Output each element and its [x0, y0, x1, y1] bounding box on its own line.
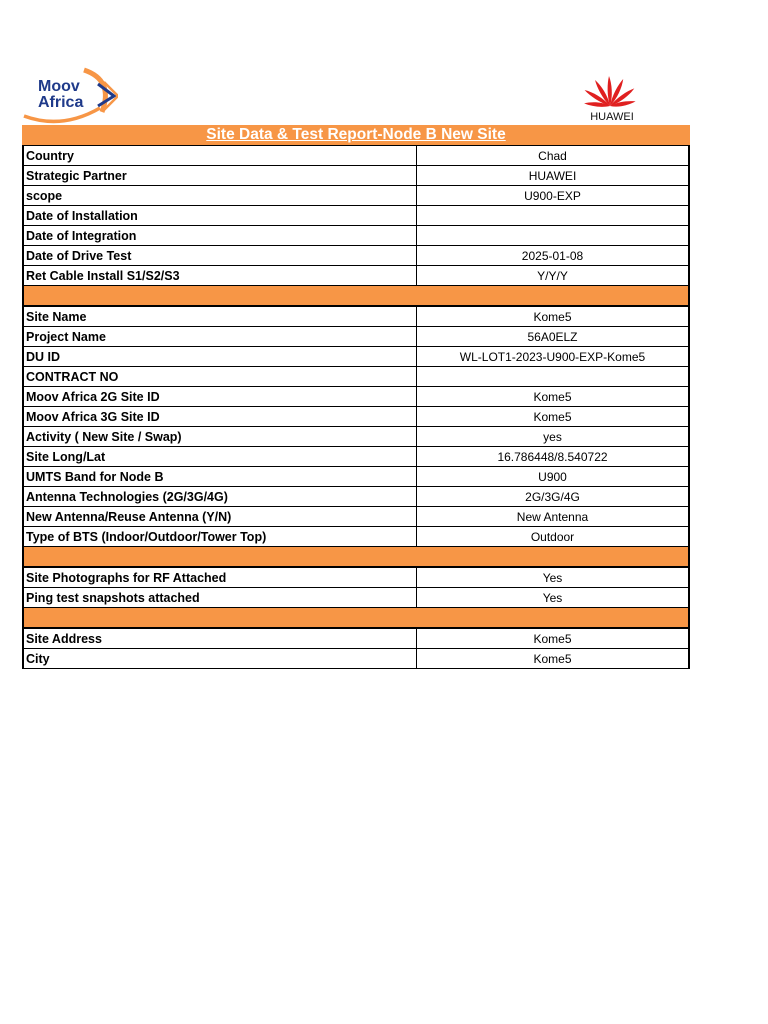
row-label: Moov Africa 3G Site ID: [23, 407, 417, 427]
row-label: Site Photographs for RF Attached: [23, 567, 417, 588]
row-label: Moov Africa 2G Site ID: [23, 387, 417, 407]
table-row: [23, 367, 689, 387]
separator-cell: [23, 608, 689, 629]
row-value: Kome5: [417, 306, 690, 327]
separator-cell: [23, 286, 689, 307]
row-label: CONTRACT NO: [23, 367, 417, 387]
section-separator: [23, 547, 689, 568]
row-value: 16.786448/8.540722: [417, 447, 690, 467]
row-label: Ping test snapshots attached: [23, 588, 417, 608]
row-label: Activity ( New Site / Swap): [23, 427, 417, 447]
row-label: New Antenna/Reuse Antenna (Y/N): [23, 507, 417, 527]
row-label: Site Long/Lat: [23, 447, 417, 467]
moov-logo-line1: Moov: [38, 78, 80, 95]
table-row: [23, 567, 689, 588]
row-value: Kome5: [417, 649, 690, 669]
row-value: 56A0ELZ: [417, 327, 690, 347]
table-row: [23, 206, 689, 226]
row-label: Site Name: [23, 306, 417, 327]
moov-logo-line2: Africa: [38, 94, 84, 111]
table-row: [23, 266, 689, 286]
row-label: DU ID: [23, 347, 417, 367]
row-label: Antenna Technologies (2G/3G/4G): [23, 487, 417, 507]
row-value: Outdoor: [417, 527, 690, 547]
row-value: Kome5: [417, 628, 690, 649]
row-value: Kome5: [417, 387, 690, 407]
section-separator: [23, 608, 689, 629]
table-row: [23, 467, 689, 487]
table-row: [23, 226, 689, 246]
row-label: Ret Cable Install S1/S2/S3: [23, 266, 417, 286]
table-row: [23, 487, 689, 507]
huawei-logo-text: HUAWEI: [590, 111, 634, 123]
table-row: [23, 387, 689, 407]
table-row: [23, 327, 689, 347]
separator-cell: [23, 547, 689, 568]
row-label: Date of Installation: [23, 206, 417, 226]
table-row: [23, 507, 689, 527]
table-row: [23, 246, 689, 266]
table-row: [23, 628, 689, 649]
table-row: [23, 186, 689, 206]
row-label: Strategic Partner: [23, 166, 417, 186]
row-value: Chad: [417, 146, 690, 166]
table-row: [23, 407, 689, 427]
row-label: Date of Drive Test: [23, 246, 417, 266]
row-value: [417, 226, 690, 246]
row-value: Yes: [417, 567, 690, 588]
row-label: Project Name: [23, 327, 417, 347]
table-row: [23, 166, 689, 186]
row-value: 2G/3G/4G: [417, 487, 690, 507]
table-row: [23, 306, 689, 327]
row-value: 2025-01-08: [417, 246, 690, 266]
row-value: U900: [417, 467, 690, 487]
row-label: Country: [23, 146, 417, 166]
row-label: City: [23, 649, 417, 669]
row-value: U900-EXP: [417, 186, 690, 206]
row-value: yes: [417, 427, 690, 447]
report-sheet: [22, 125, 690, 669]
huawei-logo: [570, 70, 654, 126]
report-title: Site Data & Test Report-Node B New Site: [22, 125, 690, 145]
table-row: [23, 588, 689, 608]
row-value: HUAWEI: [417, 166, 690, 186]
table-row: [23, 427, 689, 447]
row-value: [417, 206, 690, 226]
row-label: Type of BTS (Indoor/Outdoor/Tower Top): [23, 527, 417, 547]
table-row: [23, 347, 689, 367]
table-row: [23, 527, 689, 547]
row-label: UMTS Band for Node B: [23, 467, 417, 487]
row-label: Site Address: [23, 628, 417, 649]
table-row: [23, 447, 689, 467]
row-value: Y/Y/Y: [417, 266, 690, 286]
row-value: Kome5: [417, 407, 690, 427]
moov-africa-logo: [22, 66, 118, 126]
row-value: Yes: [417, 588, 690, 608]
row-label: Date of Integration: [23, 226, 417, 246]
table-row: [23, 649, 689, 669]
site-data-table: [22, 145, 690, 669]
section-separator: [23, 286, 689, 307]
row-label: scope: [23, 186, 417, 206]
table-row: [23, 146, 689, 166]
row-value: WL-LOT1-2023-U900-EXP-Kome5: [417, 347, 690, 367]
row-value: [417, 367, 690, 387]
row-value: New Antenna: [417, 507, 690, 527]
